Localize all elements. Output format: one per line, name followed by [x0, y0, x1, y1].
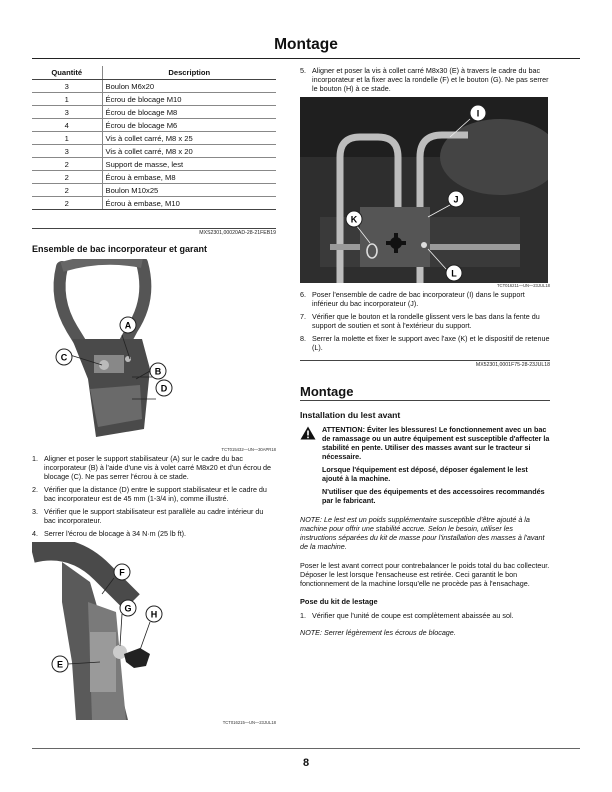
callout-i	[470, 105, 486, 121]
step-num: 3.	[32, 507, 38, 516]
callout-label-d: D	[160, 383, 168, 394]
page-title: Montage	[274, 36, 338, 53]
callout-d	[156, 380, 172, 396]
table-row	[32, 132, 276, 145]
section-heading: Ensemble de bac incorporateur et garant	[32, 244, 208, 254]
callout-j	[448, 191, 464, 207]
cell-desc: Support de masse, lest	[102, 158, 276, 171]
header-desc: Description	[102, 66, 276, 80]
note-1: NOTE: Le lest est un poids supplémentaire susceptible d'être ajouté à la machine pour offrir une stabilité accrue. Selon le besoin, utiliser les instructions séparées du kit de masse pour l'installation des masses à l'avant de la machine.	[300, 515, 545, 551]
footer-rule	[32, 748, 580, 749]
step-item	[32, 454, 276, 481]
cell-qty: 1	[32, 93, 102, 106]
step-num: 4.	[32, 529, 38, 538]
photo-stabilizer-bracket	[32, 259, 276, 447]
cell-desc: Vis à collet carré, M8 x 25	[102, 132, 276, 145]
step-5-num: 5.	[300, 66, 306, 75]
cell-desc: Écrou à embase, M10	[102, 197, 276, 210]
section-title-montage: Montage	[300, 384, 354, 399]
table-row	[32, 145, 276, 158]
table-row	[32, 106, 276, 119]
photo-knob-washer	[32, 542, 276, 720]
paragraph-lest: Poser le lest avant correct pour contrebalancer le poids total du bac collecteur. Déposer le lest lorsque l'ensacheuse est retirée. Ceci garantit le bon fonctionnement de la machine lorsqu'elle ne procède pas à l'ensachage.	[300, 561, 550, 588]
page-number: 8	[302, 757, 310, 769]
photo1-code: TCT015432—UN—30APR18	[221, 447, 276, 452]
callout-label-b: B	[154, 366, 162, 377]
parts-table-body	[32, 80, 276, 210]
step-text: Serrer l'écrou de blocage à 34 N·m (25 lb ft).	[44, 529, 186, 538]
table-rule	[32, 228, 276, 229]
callout-g	[120, 600, 136, 616]
step-item	[300, 334, 550, 352]
right-column	[300, 66, 550, 637]
callout-k	[346, 211, 362, 227]
cell-qty: 2	[32, 158, 102, 171]
callout-label-e: E	[56, 659, 64, 670]
warning-triangle-icon	[300, 426, 316, 445]
callout-l	[446, 265, 462, 281]
callout-label-g: G	[124, 603, 132, 614]
cell-qty: 4	[32, 119, 102, 132]
callout-label-c: C	[60, 352, 68, 363]
step-item	[32, 507, 276, 525]
subheading-lest: Installation du lest avant	[300, 410, 401, 420]
step-item	[32, 485, 276, 503]
step-text: Aligner et poser le support stabilisateur (A) sur le cadre du bac incorporateur (B) à l'aide d'une vis à volet carré M8x20 et d'un écrou de blocage (C). Ne pas serrer l'écrou à ce stade.	[44, 454, 272, 481]
step-num: 1.	[32, 454, 38, 463]
table-row	[32, 119, 276, 132]
table-row	[32, 158, 276, 171]
cell-desc: Écrou de blocage M10	[102, 93, 276, 106]
photo3-code: TCT016211—UN—23JUL18	[497, 283, 550, 288]
cell-desc: Boulon M6x20	[102, 80, 276, 93]
cell-qty: 3	[32, 80, 102, 93]
callout-label-a: A	[124, 320, 132, 331]
step-num: 8.	[300, 334, 306, 343]
warning-text-3: N'utiliser que des équipements et des accessoires recommandés par le fabricant.	[322, 487, 545, 505]
cell-desc: Boulon M10x25	[102, 184, 276, 197]
step-text: Poser l'ensemble de cadre de bac incorporateur (I) dans le support inférieur du bac incorporateur (J).	[312, 290, 525, 308]
right-ref-code: MX52301,0001F75-28-23JUL18	[475, 362, 550, 368]
parts-table	[32, 66, 276, 210]
step-num: 7.	[300, 312, 306, 321]
callout-h	[146, 606, 162, 622]
callout-e	[52, 656, 68, 672]
photo2-code: TCT016215—UN—23JUL18	[222, 720, 276, 725]
table-row	[32, 80, 276, 93]
table-header-row	[32, 66, 276, 80]
step-item	[300, 312, 550, 330]
cell-qty: 3	[32, 106, 102, 119]
cell-desc: Vis à collet carré, M8 x 20	[102, 145, 276, 158]
left-steps-list	[32, 454, 276, 538]
title-rule	[32, 58, 580, 59]
warning-text-1: ATTENTION: Éviter les blessures! Le fonctionnement avec un bac de ramassage ou un autre équipement est susceptible d'affecter la stabilité en pente. Utiliser des masses avant sur le tracteur si nécessaire.	[322, 425, 550, 461]
table-ref-code: MXS2301,00020AD-28-21FEB19	[199, 230, 276, 236]
callout-f	[114, 564, 130, 580]
montage-rule	[300, 400, 550, 401]
cell-qty: 2	[32, 197, 102, 210]
step-text: Serrer la molette et fixer le support avec l'axe (K) et le dispositif de retenue (L).	[312, 334, 550, 352]
cell-qty: 2	[32, 171, 102, 184]
table-row	[32, 184, 276, 197]
note-2: NOTE: Serrer légèrement les écrous de blocage.	[300, 628, 456, 637]
table-row	[32, 197, 276, 210]
step-num: 6.	[300, 290, 306, 299]
warning-text-2: Lorsque l'équipement est déposé, déposer également le lest ajouté à la machine.	[322, 465, 528, 483]
step-item	[32, 529, 276, 538]
cell-desc: Écrou de blocage M8	[102, 106, 276, 119]
step-text: Vérifier que le support stabilisateur est parallèle au cadre intérieur du bac incorporateur.	[44, 507, 264, 525]
heading-pose-kit: Pose du kit de lestage	[300, 597, 378, 606]
callout-label-j: J	[453, 194, 459, 205]
step-text: Vérifier que le bouton et la rondelle glissent vers le bas dans la fente du support de soutien et sont à l'extérieur du support.	[312, 312, 540, 330]
right-rule	[300, 360, 550, 361]
callout-a	[120, 317, 136, 333]
step-text: Vérifier que la distance (D) entre le support stabilisateur et le cadre du bac incorporateur est de 45 mm (1-3/4 in), comme illustré.	[44, 485, 267, 503]
cell-qty: 1	[32, 132, 102, 145]
left-column	[32, 66, 276, 725]
callout-label-l: L	[451, 268, 457, 279]
kit-step-1	[300, 611, 550, 620]
warning-block	[300, 425, 550, 505]
step-item	[300, 290, 550, 308]
step-num: 2.	[32, 485, 38, 494]
cell-desc: Écrou à embase, M8	[102, 171, 276, 184]
photo-frame-assembly	[300, 97, 550, 283]
kit-step-1-num: 1.	[300, 611, 306, 620]
cell-qty: 2	[32, 184, 102, 197]
callout-b	[150, 363, 166, 379]
cell-desc: Écrou de blocage M6	[102, 119, 276, 132]
step5-list	[300, 66, 550, 93]
callout-c	[56, 349, 72, 365]
callout-label-f: F	[119, 567, 125, 578]
callout-label-k: K	[350, 214, 358, 225]
cell-qty: 3	[32, 145, 102, 158]
callout-label-i: I	[476, 108, 480, 119]
table-row	[32, 93, 276, 106]
step-5	[300, 66, 550, 93]
kit-step-1-text: Vérifier que l'unité de coupe est complètement abaissée au sol.	[312, 611, 514, 620]
header-qty: Quantité	[32, 66, 102, 80]
table-row	[32, 171, 276, 184]
callout-label-h: H	[150, 609, 158, 620]
right-steps-list	[300, 290, 550, 352]
step-5-text: Aligner et poser la vis à collet carré M8x30 (E) à travers le cadre du bac incorporateur et la fixer avec la rondelle (F) et le bouton (G). Ne pas serrer le bouton (H) à ce stade.	[312, 66, 549, 93]
kit-steps-list	[300, 611, 550, 620]
